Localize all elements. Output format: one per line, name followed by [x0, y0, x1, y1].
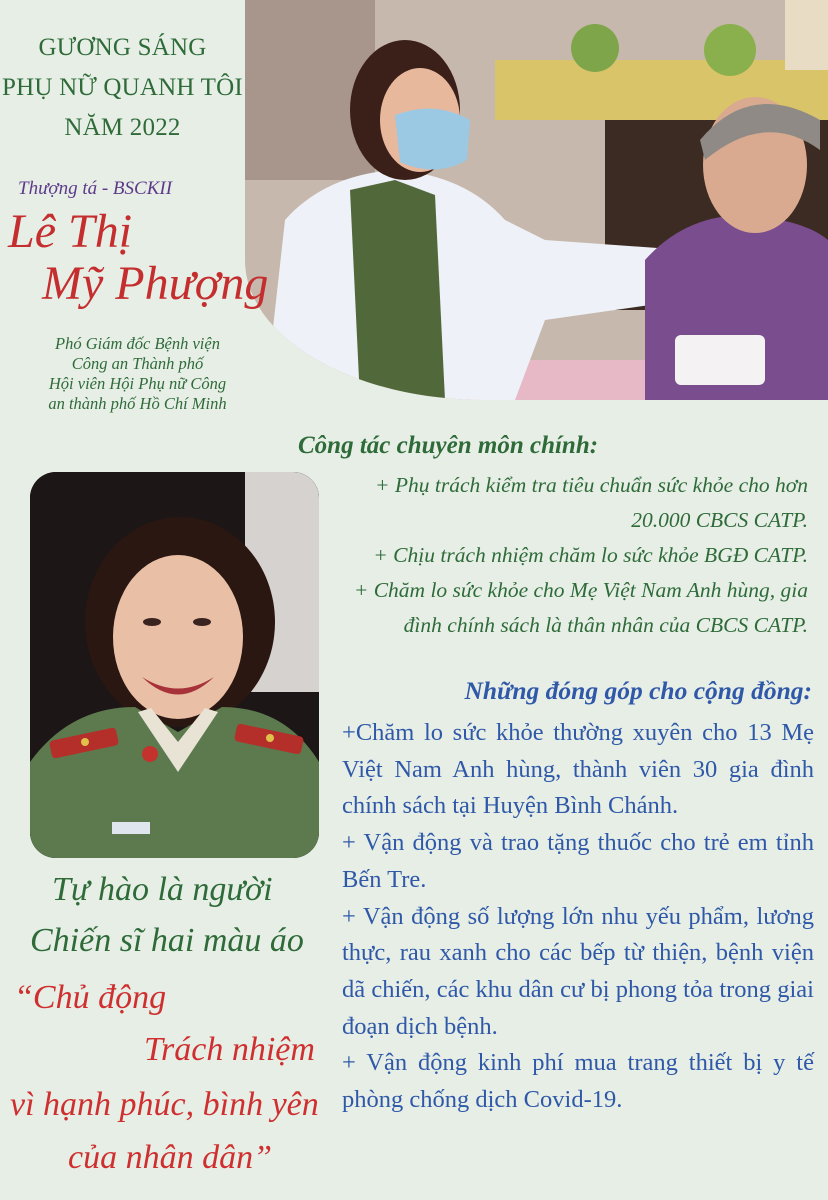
contributions-list [342, 715, 814, 1119]
contribution-item: + Vận động kinh phí mua trang thiết bị y tế phòng chống dịch Covid-19. [342, 1049, 814, 1114]
slogan-line1: Tự hào là người [52, 871, 273, 908]
slogan-line5: vì hạnh phúc, bình yên [10, 1086, 319, 1123]
campaign-title [0, 28, 245, 148]
campaign-title-line3: NĂM 2022 [64, 114, 181, 141]
contribution-item: + Vận động số lượng lớn nhu yếu phẩm, lương thực, rau xanh cho các bếp từ thiện, bệnh viện dã chiến, các khu dân cư bị phong tỏa trong giai đoạn dịch bệnh. [342, 902, 814, 1040]
duties-list [330, 468, 808, 643]
person-name-line1: Lê Thị [8, 205, 133, 258]
duties-line: + Chăm lo sức khỏe cho Mẹ Việt Nam Anh hùng, gia [353, 578, 808, 602]
position-line: an thành phố Hồ Chí Minh [48, 394, 227, 413]
portrait-photo [30, 472, 319, 858]
slogan-line6: của nhân dân” [68, 1139, 272, 1176]
slogan-line4: Trách nhiệm [144, 1031, 315, 1068]
slogan-line3: “Chủ động [14, 979, 167, 1016]
duties-line: đình chính sách là thân nhân của CBCS CATP. [403, 613, 808, 637]
contributions-heading: Những đóng góp cho cộng đồng: [464, 676, 812, 705]
contribution-item: +Chăm lo sức khỏe thường xuyên cho 13 Mẹ Việt Nam Anh hùng, thành viên 30 gia đình chính sách tại Huyện Bình Chánh. [342, 719, 814, 820]
duties-line: 20.000 CBCS CATP. [631, 508, 808, 532]
position-line: Công an Thành phố [71, 354, 204, 373]
position-line: Phó Giám đốc Bệnh viện [55, 334, 220, 353]
position-line: Hội viên Hội Phụ nữ Công [48, 374, 227, 393]
campaign-title-line2: PHỤ NỮ QUANH TÔI [2, 74, 243, 101]
contribution-item: + Vận động và trao tặng thuốc cho trẻ em tỉnh Bến Tre. [342, 829, 814, 893]
campaign-title-line1: GƯƠNG SÁNG [38, 34, 207, 61]
duties-line: + Chịu trách nhiệm chăm lo sức khỏe BGĐ CATP. [373, 543, 808, 567]
person-name-line2: Mỹ Phượng [42, 257, 269, 310]
duties-line: + Phụ trách kiểm tra tiêu chuẩn sức khỏe cho hơn [375, 473, 808, 497]
rank-title: Thượng tá - BSCKII [18, 178, 173, 199]
duties-heading: Công tác chuyên môn chính: [298, 432, 599, 459]
position-description [0, 334, 275, 414]
doctor-visit-photo [245, 0, 828, 400]
slogan-line2: Chiến sĩ hai màu áo [30, 922, 304, 959]
